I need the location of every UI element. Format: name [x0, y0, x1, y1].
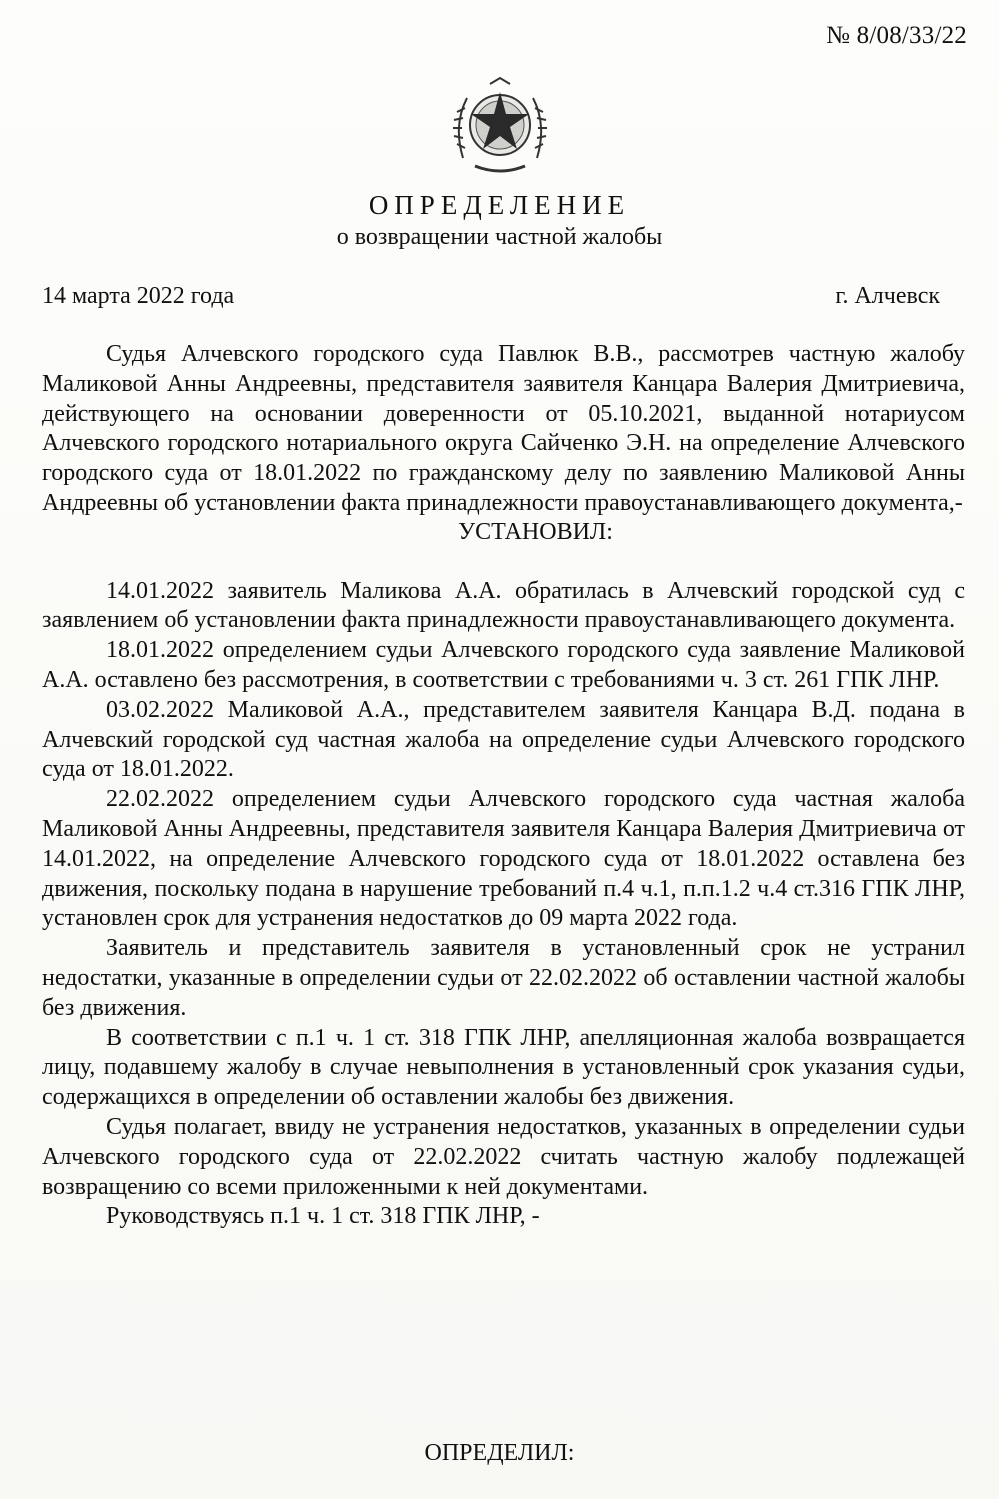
body-paragraph: Заявитель и представитель заявителя в установленный срок не устранил недостатки, указанные в определении судьи от 22.02.2022 об оставлении частной жалобы без движения.	[42, 935, 965, 1021]
body-paragraph: 22.02.2022 определением судьи Алчевского городского суда частная жалоба Маликовой Анны Андреевны, представителя заявителя Канцара Валерия Дмитриевича от 14.01.2022, на определение Алчевского городского суда от 18.01.2022 оставлена без движения, поскольку подана в нарушение требований п.4 ч.1, п.п.1.2 ч.4 ст.316 ГПК ЛНР, установлен срок для устранения недостатков до 09 марта 2022 года.	[42, 786, 965, 932]
decided-heading: ОПРЕДЕЛИЛ:	[424, 1440, 575, 1466]
body-paragraph: В соответствии с п.1 ч. 1 ст. 318 ГПК ЛНР, апелляционная жалоба возвращается лицу, подавшему жалобу в случае невыполнения в установленный срок указания судьи, содержащихся в определении об оставлении жалобы без движения.	[42, 1024, 965, 1111]
body-paragraph: 03.02.2022 Маликовой А.А., представителем заявителя Канцара В.Д. подана в Алчевский городской суд частная жалоба на определение судьи Алчевского городского суда от 18.01.2022.	[42, 696, 965, 783]
document-title: ОПРЕДЕЛЕНИЕ	[368, 190, 631, 220]
coat-of-arms-icon	[445, 70, 555, 180]
document-body	[42, 340, 965, 1232]
document-subtitle: о возвращении частной жалобы	[336, 224, 663, 250]
document-city: г. Алчевск	[835, 283, 940, 309]
body-paragraph: 14.01.2022 заявитель Маликова А.А. обратилась в Алчевский городской суд с заявлением об установлении факта принадлежности правоустанавливающего документа.	[42, 577, 965, 634]
intro-paragraph: Судья Алчевского городского суда Павлюк В.В., рассмотрев частную жалобу Маликовой Анны Андреевны, представителя заявителя Канцара Валерия Дмитриевича, действующего на основании доверенности от 05.10.2021, выданной нотариусом Алчевского городского нотариального округа Сайченко Э.Н. на определение Алчевского городского суда от 18.01.2022 по гражданскому делу по заявлению Маликовой Анны Андреевны об установлении факта принадлежности правоустанавливающего документа,-	[42, 341, 965, 516]
body-paragraph: 18.01.2022 определением судьи Алчевского городского суда заявление Маликовой А.А. оставлено без рассмотрения, в соответствии с требованиями ч. 3 ст. 261 ГПК ЛНР.	[42, 637, 965, 693]
body-paragraph: Судья полагает, ввиду не устранения недостатков, указанных в определении судьи Алчевского городского суда от 22.02.2022 считать частную жалобу подлежащей возвращению со всеми приложенными к ней документами.	[42, 1113, 965, 1200]
document-number: № 8/08/33/22	[826, 22, 967, 49]
established-heading: УСТАНОВИЛ:	[458, 518, 613, 545]
document-date: 14 марта 2022 года	[42, 283, 235, 309]
body-paragraph: Руководствуясь п.1 ч. 1 ст. 318 ГПК ЛНР, -	[106, 1203, 540, 1230]
